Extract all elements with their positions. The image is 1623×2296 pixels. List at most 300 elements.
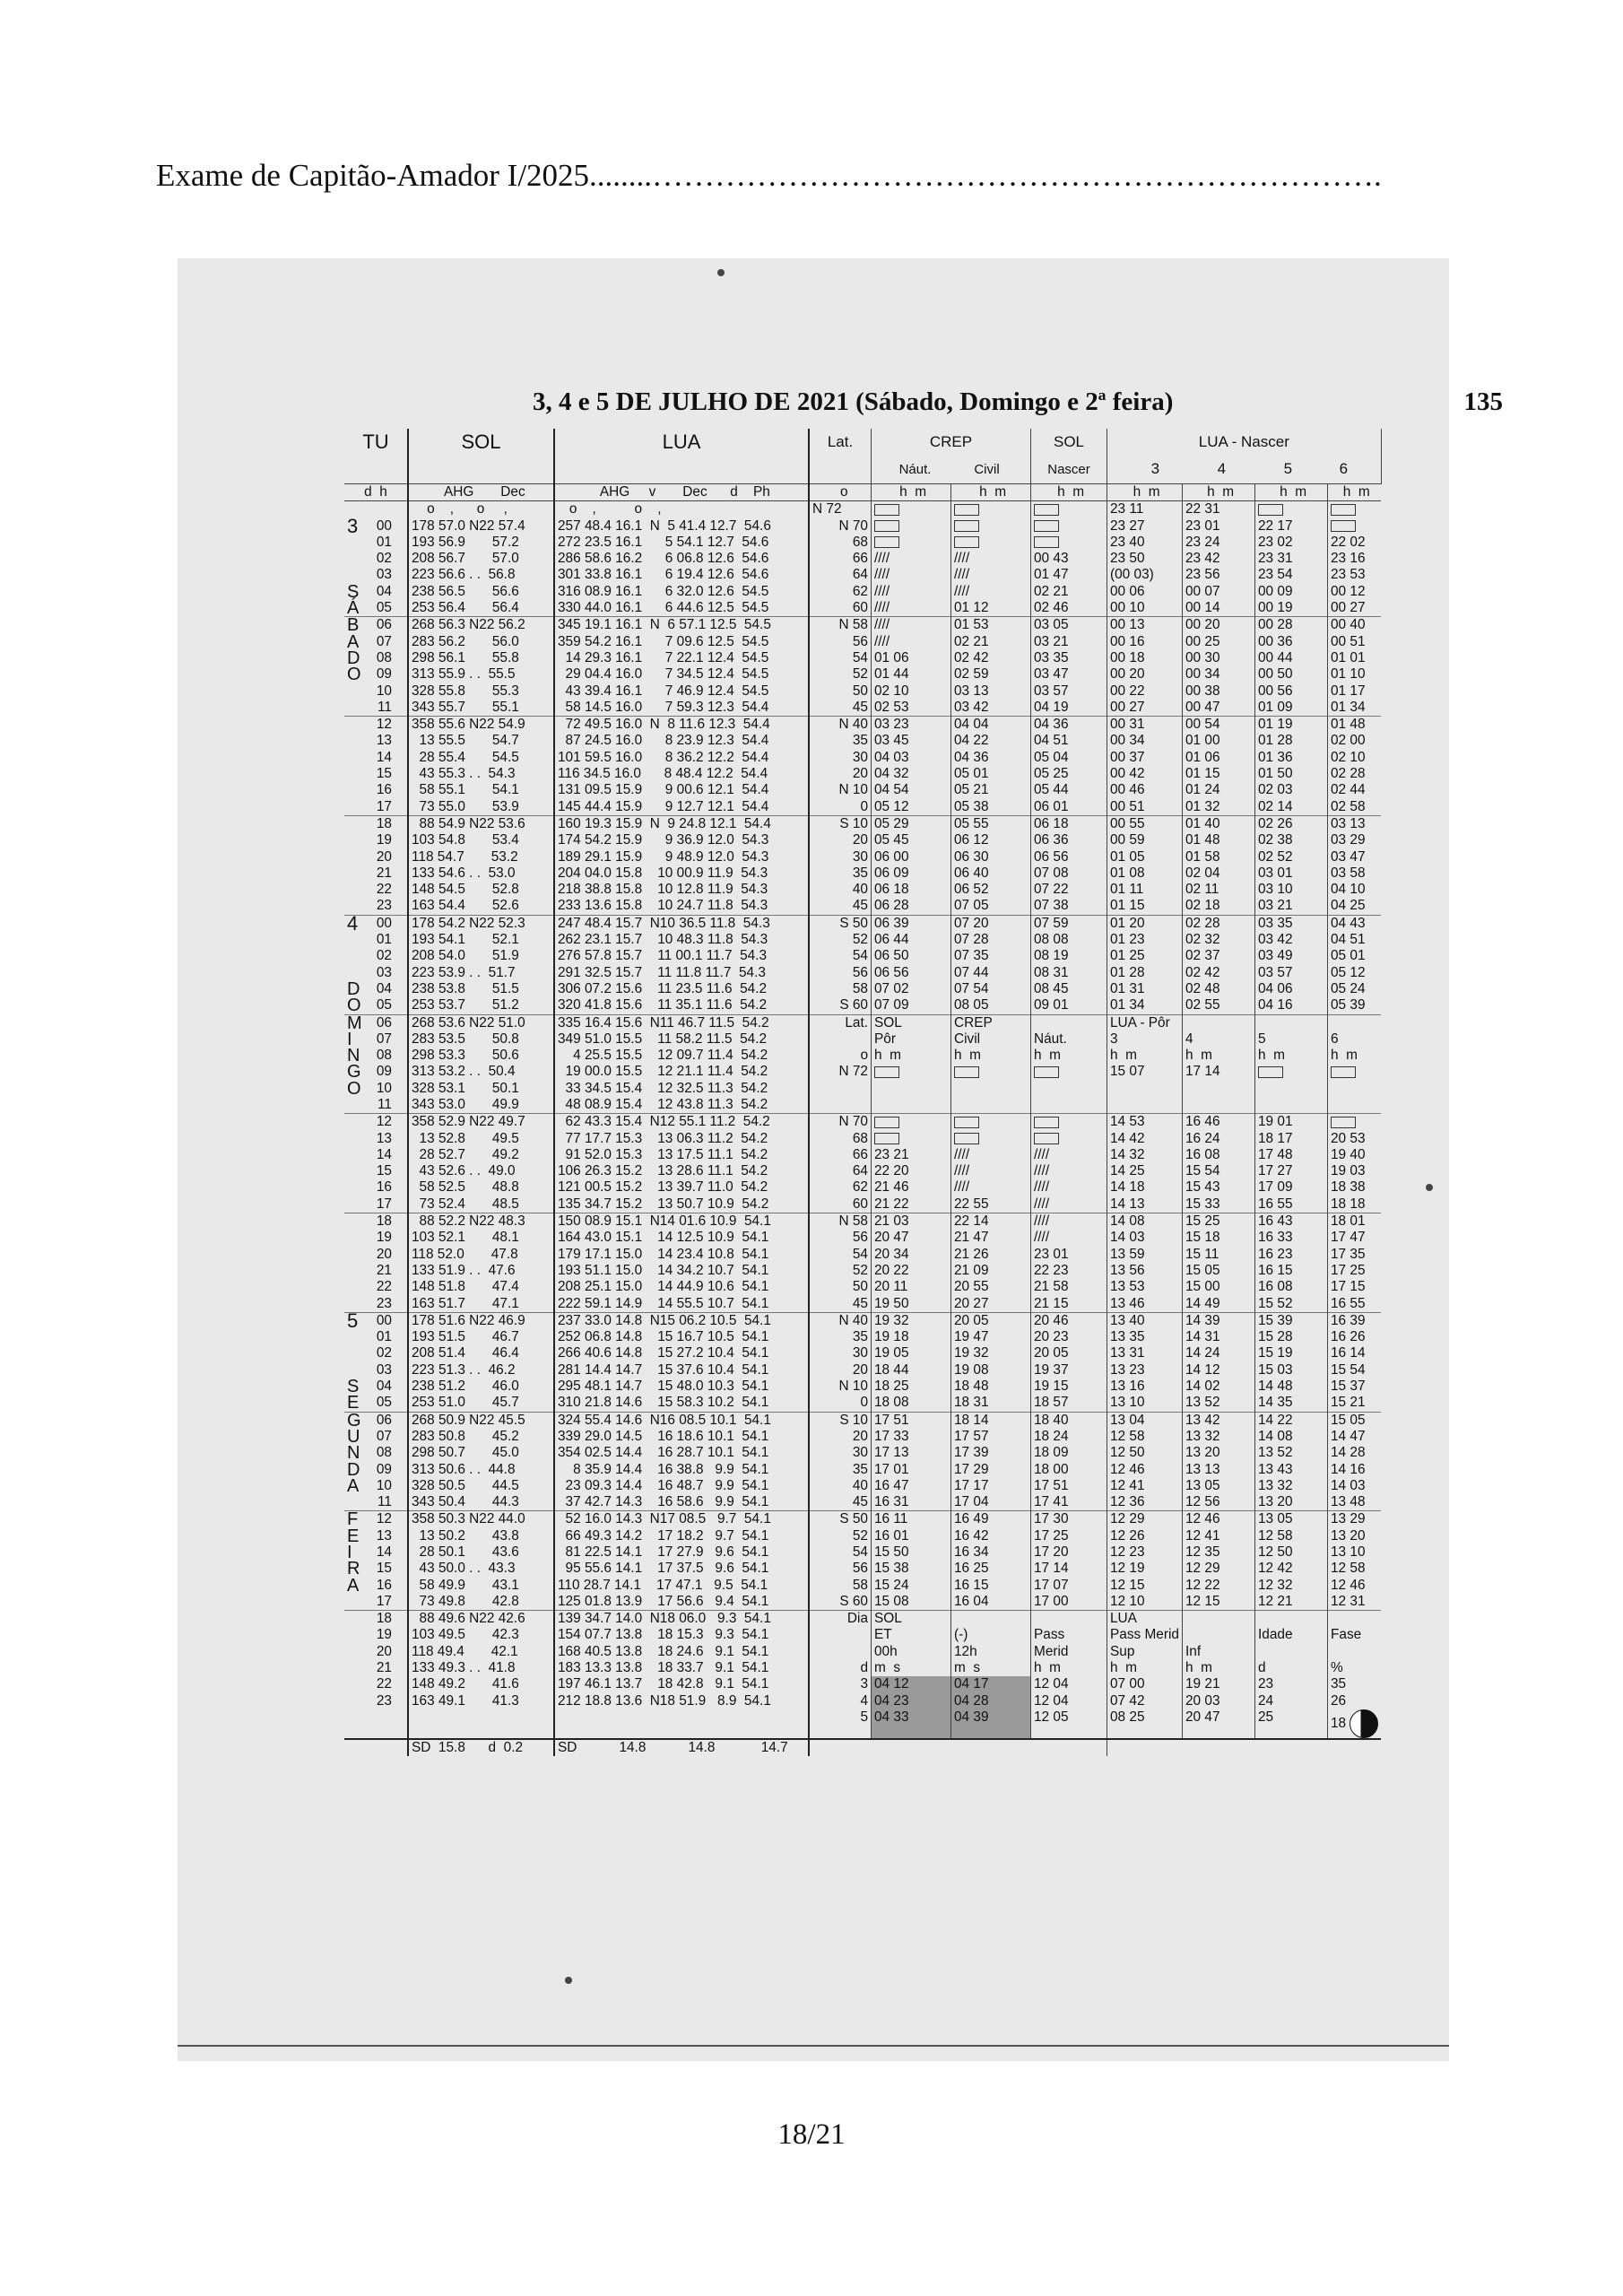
m6-cell: 05 24	[1330, 980, 1366, 996]
table-subheader-row	[344, 484, 1381, 501]
m6-cell: 26	[1330, 1692, 1347, 1709]
v1-cell: 06 00	[872, 849, 951, 865]
m5-cell: 02 52	[1254, 849, 1327, 865]
v2-cell: 04 28	[951, 1693, 1031, 1709]
sol-cell: 178 54.2 N22 52.3	[408, 915, 554, 932]
v3-cell: ////	[1031, 1213, 1107, 1231]
empty-box-icon	[1258, 504, 1283, 516]
m6-cell	[1327, 1114, 1381, 1131]
sd-sol: SD 15.8 d 0.2	[408, 1739, 554, 1756]
v2-cell: 16 25	[951, 1561, 1031, 1577]
v3-cell: 06 18	[1031, 815, 1107, 832]
tu-hour: 03	[376, 964, 392, 980]
v3-cell: 20 05	[1031, 1345, 1107, 1361]
tu-hour: 06	[376, 1014, 392, 1031]
table-row	[344, 882, 1381, 898]
lat-cell: 64	[809, 567, 872, 583]
sd-lua: SD 14.8 14.8 14.7	[554, 1739, 809, 1756]
m5-cell: 15 03	[1254, 1362, 1327, 1378]
tu-cell	[344, 1279, 408, 1295]
v2-cell: ////	[951, 584, 1031, 600]
tu-hour: 07	[376, 1428, 392, 1444]
sol-cell: 328 53.1 50.1	[408, 1081, 554, 1097]
table-row	[344, 1296, 1381, 1313]
m5-cell: 03 10	[1254, 882, 1327, 898]
tu-cell	[344, 1644, 408, 1660]
subheader-v2: h m	[951, 484, 1031, 501]
v2-cell: 18 14	[951, 1412, 1031, 1429]
m3-cell: 12 50	[1107, 1445, 1183, 1461]
unit-v3	[1031, 501, 1107, 518]
v2-cell: 04 22	[951, 733, 1031, 749]
m6-cell: 00 40	[1327, 617, 1381, 634]
v1-cell: 04 23	[872, 1693, 951, 1709]
lua-cell: 81 22.5 14.1 17 27.9 9.6 54.1	[554, 1544, 809, 1561]
v1-cell	[872, 1131, 951, 1147]
m5-cell: 01 19	[1254, 717, 1327, 734]
sol-cell: 88 54.9 N22 53.6	[408, 815, 554, 832]
m4-cell: 01 48	[1182, 832, 1254, 848]
v3-cell: Pass	[1031, 1627, 1107, 1643]
tu-cell	[344, 865, 408, 882]
v3-cell: 04 51	[1031, 733, 1107, 749]
lua-cell: 91 52.0 15.3 13 17.5 11.1 54.2	[554, 1147, 809, 1163]
empty-box-icon	[954, 1133, 979, 1144]
day-letter: N	[347, 1443, 360, 1464]
lat-cell: 54	[809, 948, 872, 964]
lat-cell: 54	[809, 1544, 872, 1561]
v1-cell: m s	[872, 1660, 951, 1676]
m6-cell: 18 01	[1327, 1213, 1381, 1231]
tu-hour: 08	[376, 1048, 392, 1064]
table-row	[344, 799, 1381, 816]
lat-cell	[809, 1031, 872, 1048]
day-letter: O	[347, 996, 361, 1016]
tu-hour: 01	[376, 932, 392, 948]
m3-cell: 14 18	[1107, 1179, 1183, 1196]
v1-cell: 15 08	[872, 1594, 951, 1611]
last-lat: 5	[809, 1709, 872, 1739]
v3-cell: h m	[1031, 1660, 1107, 1676]
m3-cell: 01 28	[1107, 965, 1183, 981]
day-letter: N	[347, 1046, 360, 1066]
table-row	[344, 700, 1381, 717]
day-letter: D	[347, 1459, 360, 1480]
tu-cell	[344, 1062, 408, 1083]
v2-cell: 17 29	[951, 1462, 1031, 1478]
m6-cell: 14 03	[1330, 1477, 1366, 1493]
v1-cell	[872, 1064, 951, 1080]
m3-cell: 14 53	[1107, 1114, 1183, 1131]
tu-hour: 03	[376, 567, 392, 583]
tu-hour: 02	[376, 551, 392, 567]
tu-hour: 18	[376, 1213, 392, 1230]
m4-cell: 17 14	[1182, 1064, 1254, 1080]
lat-cell: 35	[809, 1329, 872, 1345]
lat-cell: 30	[809, 750, 872, 766]
m6-cell: 22 02	[1330, 534, 1366, 550]
lat-cell: S 60	[809, 1594, 872, 1611]
v1-cell: 15 50	[872, 1544, 951, 1561]
m6-cell: 6	[1330, 1031, 1339, 1047]
table-row	[344, 782, 1381, 798]
almanac-body	[344, 514, 1381, 1709]
tu-cell	[344, 1627, 408, 1643]
unit-m5	[1254, 501, 1327, 518]
v2-cell: 05 21	[951, 782, 1031, 798]
table-row	[344, 849, 1381, 865]
v2-cell: (-)	[951, 1627, 1031, 1643]
last-v1: 04 33	[872, 1709, 951, 1739]
tu-hour: 12	[376, 1511, 392, 1527]
lua-cell: 110 28.7 14.1 17 47.1 9.5 54.1	[554, 1578, 809, 1594]
m4-cell: 15 25	[1182, 1213, 1254, 1231]
unit-lua: o , o ,	[554, 501, 809, 518]
lat-cell: 54	[809, 1247, 872, 1263]
last-v2: 04 39	[951, 1709, 1031, 1739]
v1-cell: 16 11	[872, 1511, 951, 1528]
v1-cell: 20 11	[872, 1279, 951, 1295]
m5-cell: 15 19	[1254, 1345, 1327, 1361]
m6-cell	[1327, 1611, 1381, 1628]
v2-cell: ////	[951, 1179, 1031, 1196]
tu-hour: 04	[376, 583, 392, 599]
v3-cell: 03 47	[1031, 666, 1107, 683]
v1-cell: 02 10	[872, 683, 951, 700]
table-row	[344, 1196, 1381, 1213]
m5-cell: d	[1254, 1660, 1327, 1676]
lat-cell: N 58	[809, 617, 872, 634]
lua-cell: 48 08.9 15.4 12 43.8 11.3 54.2	[554, 1097, 809, 1114]
m6-cell: 05 01	[1330, 948, 1366, 964]
tu-hour: 00	[376, 1312, 392, 1328]
m6-cell: h m	[1330, 1048, 1358, 1064]
m4-cell: 02 04	[1182, 865, 1254, 882]
lua-cell: 43 39.4 16.1 7 46.9 12.4 54.5	[554, 683, 809, 700]
v1-cell: 04 12	[872, 1676, 951, 1692]
v2-cell	[951, 1081, 1031, 1097]
sd-empty	[809, 1739, 1107, 1756]
m5-cell	[1254, 1644, 1327, 1660]
m6-cell: 17 35	[1330, 1246, 1366, 1262]
sol-cell: 343 50.4 44.3	[408, 1494, 554, 1511]
m3-cell: 00 22	[1107, 683, 1183, 700]
v2-cell	[951, 1097, 1031, 1114]
v1-cell: 20 47	[872, 1230, 951, 1246]
v3-cell: 03 05	[1031, 617, 1107, 634]
sol-cell: 358 52.9 N22 49.7	[408, 1114, 554, 1131]
v2-cell	[951, 1611, 1031, 1628]
table-row	[344, 1048, 1381, 1064]
m4-cell: 14 39	[1182, 1312, 1254, 1329]
lua-cell: 320 41.8 15.6 11 35.1 11.6 54.2	[554, 997, 809, 1014]
v1-cell: 17 51	[872, 1412, 951, 1429]
m3-cell: 01 31	[1107, 981, 1183, 997]
m5-cell: 00 36	[1254, 634, 1327, 650]
m4-cell: 14 12	[1182, 1362, 1254, 1378]
m6-cell: 02 44	[1330, 782, 1366, 798]
lua-cell: 218 38.8 15.8 10 12.8 11.9 54.3	[554, 882, 809, 898]
sol-cell: 163 49.1 41.3	[408, 1693, 554, 1709]
m5-cell: 00 50	[1254, 666, 1327, 683]
m6-cell: 05 39	[1330, 997, 1366, 1013]
lua-cell: 131 09.5 15.9 9 00.6 12.1 54.4	[554, 782, 809, 798]
m6-cell: 03 13	[1327, 815, 1381, 832]
lua-cell: 252 06.8 14.8 15 16.7 10.5 54.1	[554, 1329, 809, 1345]
m6-cell: 15 54	[1330, 1361, 1366, 1378]
tu-cell	[344, 1097, 408, 1114]
m6-cell: 15 37	[1330, 1378, 1366, 1395]
m4-cell: 15 18	[1182, 1230, 1254, 1246]
lua-cell: 121 00.5 15.2 13 39.7 11.0 54.2	[554, 1179, 809, 1196]
m6-cell: 16 55	[1330, 1295, 1366, 1311]
table-row	[344, 1594, 1381, 1611]
v3-cell: 19 15	[1031, 1378, 1107, 1395]
lat-cell: 0	[809, 1395, 872, 1412]
v2-cell: 16 34	[951, 1544, 1031, 1561]
lua-cell: 295 48.1 14.7 15 48.0 10.3 54.1	[554, 1378, 809, 1395]
tu-hour: 23	[376, 1295, 392, 1311]
tu-hour: 23	[376, 1692, 392, 1709]
sol-cell: 268 53.6 N22 51.0	[408, 1014, 554, 1031]
unit-sol: o , o ,	[408, 501, 554, 518]
sol-cell: 298 53.3 50.6	[408, 1048, 554, 1064]
last-m3: 08 25	[1107, 1709, 1183, 1739]
v3-cell	[1031, 1611, 1107, 1628]
m6-cell: 05 12	[1330, 964, 1366, 980]
table-row	[344, 1081, 1381, 1097]
m5-cell: 01 09	[1254, 700, 1327, 717]
lat-cell: 50	[809, 683, 872, 700]
v1-cell: 18 08	[872, 1395, 951, 1412]
v1-cell: 16 01	[872, 1528, 951, 1544]
v3-cell: Merid	[1031, 1644, 1107, 1660]
sol-cell: 343 55.7 55.1	[408, 700, 554, 717]
m3-cell: 14 32	[1107, 1147, 1183, 1163]
v1-cell	[872, 1114, 951, 1131]
tu-hour: 16	[376, 1179, 392, 1196]
subheader-lua: AHG v Dec d Ph	[554, 484, 809, 501]
m3-cell: 12 29	[1107, 1511, 1183, 1528]
m6-cell: 17 47	[1330, 1230, 1366, 1246]
v3-cell: 07 59	[1031, 915, 1107, 932]
m3-cell: 00 06	[1107, 584, 1183, 600]
v1-cell: 06 18	[872, 882, 951, 898]
subheader-sol: AHG Dec	[408, 484, 554, 501]
lua-cell: 237 33.0 14.8 N15 06.2 10.5 54.1	[554, 1312, 809, 1329]
table-row	[344, 650, 1381, 666]
m5-cell: 14 35	[1254, 1395, 1327, 1412]
table-row	[344, 1511, 1381, 1528]
v2-cell: 16 42	[951, 1528, 1031, 1544]
empty-box-icon	[1034, 520, 1059, 532]
v2-cell: m s	[951, 1660, 1031, 1676]
m4-cell: 12 56	[1182, 1494, 1254, 1511]
lua-cell: 339 29.0 14.5 16 18.6 10.1 54.1	[554, 1429, 809, 1445]
table-row	[344, 1611, 1381, 1628]
v2-cell: 07 20	[951, 915, 1031, 932]
v2-cell: 05 38	[951, 799, 1031, 816]
table-row	[344, 1429, 1381, 1445]
v1-cell: 18 25	[872, 1378, 951, 1395]
m3-cell: (00 03)	[1107, 567, 1183, 583]
tu-cell	[344, 1676, 408, 1692]
tu-cell	[344, 700, 408, 717]
m5-cell: 23	[1254, 1676, 1327, 1692]
table-row	[344, 1676, 1381, 1692]
lat-cell: 35	[809, 865, 872, 882]
tu-hour: 04	[376, 980, 392, 996]
m4-cell: 02 28	[1182, 915, 1254, 932]
m5-cell: 13 05	[1254, 1511, 1327, 1528]
m4-cell	[1182, 1097, 1254, 1114]
v3-cell: 03 57	[1031, 683, 1107, 700]
m3-cell: 12 26	[1107, 1528, 1183, 1544]
tu-hour: 20	[376, 848, 392, 865]
v3-cell	[1031, 1097, 1107, 1114]
lua-cell: 160 19.3 15.9 N 9 24.8 12.1 54.4	[554, 815, 809, 832]
sol-cell: 148 54.5 52.8	[408, 882, 554, 898]
tu-hour: 08	[376, 649, 392, 665]
v3-cell: 08 45	[1031, 981, 1107, 997]
tu-hour: 06	[376, 617, 392, 633]
m3-cell: 00 20	[1107, 666, 1183, 683]
m5-cell: 16 08	[1254, 1279, 1327, 1295]
lua-cell: 125 01.8 13.9 17 56.6 9.4 54.1	[554, 1594, 809, 1611]
m3-cell: 14 08	[1107, 1213, 1183, 1231]
v1-cell: 06 39	[872, 915, 951, 932]
lua-cell: 349 51.0 15.5 11 58.2 11.5 54.2	[554, 1031, 809, 1048]
m3-cell: 12 15	[1107, 1578, 1183, 1594]
v3-cell: 12 04	[1031, 1676, 1107, 1692]
m4-cell: 02 11	[1182, 882, 1254, 898]
header-crep: CREP Náut. Civil	[872, 429, 1031, 484]
almanac-title: 3, 4 e 5 DE JULHO DE 2021 (Sábado, Domingo e 2ª feira)	[533, 387, 1174, 416]
v1-cell: 04 54	[872, 782, 951, 798]
v1-cell: 23 21	[872, 1147, 951, 1163]
exam-header: Exame de Capitão-Amador I/2025........…………………………………………………………….	[156, 158, 1382, 193]
table-row	[344, 666, 1381, 683]
m4-cell: 01 24	[1182, 782, 1254, 798]
tu-hour: 15	[376, 1561, 392, 1577]
m3-cell: 13 16	[1107, 1378, 1183, 1395]
table-row	[344, 1478, 1381, 1494]
v2-cell: 01 12	[951, 600, 1031, 617]
table-row	[344, 1494, 1381, 1511]
table-row	[344, 865, 1381, 882]
m6-cell	[1327, 1064, 1381, 1080]
empty-box-icon	[954, 520, 979, 532]
table-row	[344, 1561, 1381, 1577]
tu-cell	[344, 1594, 408, 1611]
v2-cell: 19 47	[951, 1329, 1031, 1345]
table-row	[344, 965, 1381, 981]
tu-cell	[344, 849, 408, 865]
lat-cell: 60	[809, 1196, 872, 1213]
v2-cell: ////	[951, 567, 1031, 583]
m3-cell	[1107, 1097, 1183, 1114]
table-row	[344, 1528, 1381, 1544]
sol-cell: 313 50.6 . . 44.8	[408, 1462, 554, 1478]
v3-cell: 06 56	[1031, 849, 1107, 865]
v3-cell	[1031, 1081, 1107, 1097]
v1-cell: 20 22	[872, 1263, 951, 1279]
m3-cell: 23 50	[1107, 551, 1183, 567]
v2-cell: 04 04	[951, 717, 1031, 734]
day-letter: E	[347, 1526, 360, 1546]
m3-cell: 13 59	[1107, 1247, 1183, 1263]
table-row	[344, 1179, 1381, 1196]
tu-hour: 07	[376, 1031, 392, 1047]
lua-cell: 150 08.9 15.1 N14 01.6 10.9 54.1	[554, 1213, 809, 1231]
m4-cell: 12 46	[1182, 1511, 1254, 1528]
lat-cell: 35	[809, 1462, 872, 1478]
v2-cell: 19 08	[951, 1362, 1031, 1378]
day-letter: 3	[347, 514, 359, 537]
tu-hour: 04	[376, 1378, 392, 1395]
sol-cell: 73 49.8 42.8	[408, 1594, 554, 1611]
day-letter: D	[347, 978, 360, 999]
day-letter: A	[347, 631, 360, 652]
m5-cell: 16 33	[1254, 1230, 1327, 1246]
lat-cell: 52	[809, 1263, 872, 1279]
m5-cell	[1254, 1097, 1327, 1114]
v2-cell: ////	[951, 1163, 1031, 1179]
m5-cell: 15 28	[1254, 1329, 1327, 1345]
tu-hour: 21	[376, 865, 392, 881]
m5-cell: 00 19	[1254, 600, 1327, 617]
lat-cell: 40	[809, 882, 872, 898]
table-row	[344, 1147, 1381, 1163]
m5-cell: 00 09	[1254, 584, 1327, 600]
tu-cell	[344, 1329, 408, 1345]
last-m4: 20 47	[1182, 1709, 1254, 1739]
tu-hour: 13	[376, 1527, 392, 1544]
table-row	[344, 1114, 1381, 1131]
m6-cell: 01 17	[1330, 683, 1366, 699]
tu-cell	[344, 1196, 408, 1213]
v1-cell: h m	[872, 1048, 951, 1064]
m3-cell: 00 55	[1107, 815, 1183, 832]
v2-cell: h m	[951, 1048, 1031, 1064]
lua-cell: 116 34.5 16.0 8 48.4 12.2 54.4	[554, 766, 809, 782]
m3-cell: LUA - Pôr	[1107, 1014, 1183, 1031]
m3-cell: 01 34	[1107, 997, 1183, 1014]
v2-cell: 07 54	[951, 981, 1031, 997]
sol-cell: 13 50.2 43.8	[408, 1528, 554, 1544]
m5-cell: 03 42	[1254, 932, 1327, 948]
m4-cell: 01 58	[1182, 849, 1254, 865]
sol-cell: 28 50.1 43.6	[408, 1544, 554, 1561]
m4-cell: 01 15	[1182, 766, 1254, 782]
v2-cell: 07 05	[951, 898, 1031, 915]
lat-cell: Dia	[809, 1611, 872, 1628]
m5-cell: 23 02	[1254, 535, 1327, 551]
tu-hour: 18	[376, 815, 392, 831]
v2-cell: 17 39	[951, 1445, 1031, 1461]
m3-cell: 13 23	[1107, 1362, 1183, 1378]
m3-cell: Sup	[1107, 1644, 1183, 1660]
empty-box-icon	[1034, 1133, 1059, 1144]
almanac-title-bar	[344, 387, 1503, 423]
m3-cell: 14 13	[1107, 1196, 1183, 1213]
v2-cell: Civil	[951, 1031, 1031, 1048]
empty-box-icon	[1034, 504, 1059, 516]
v1-cell: ////	[872, 584, 951, 600]
m6-cell: 19 03	[1330, 1163, 1366, 1179]
m6-cell: 14 16	[1330, 1461, 1366, 1477]
m3-cell: 01 25	[1107, 948, 1183, 964]
